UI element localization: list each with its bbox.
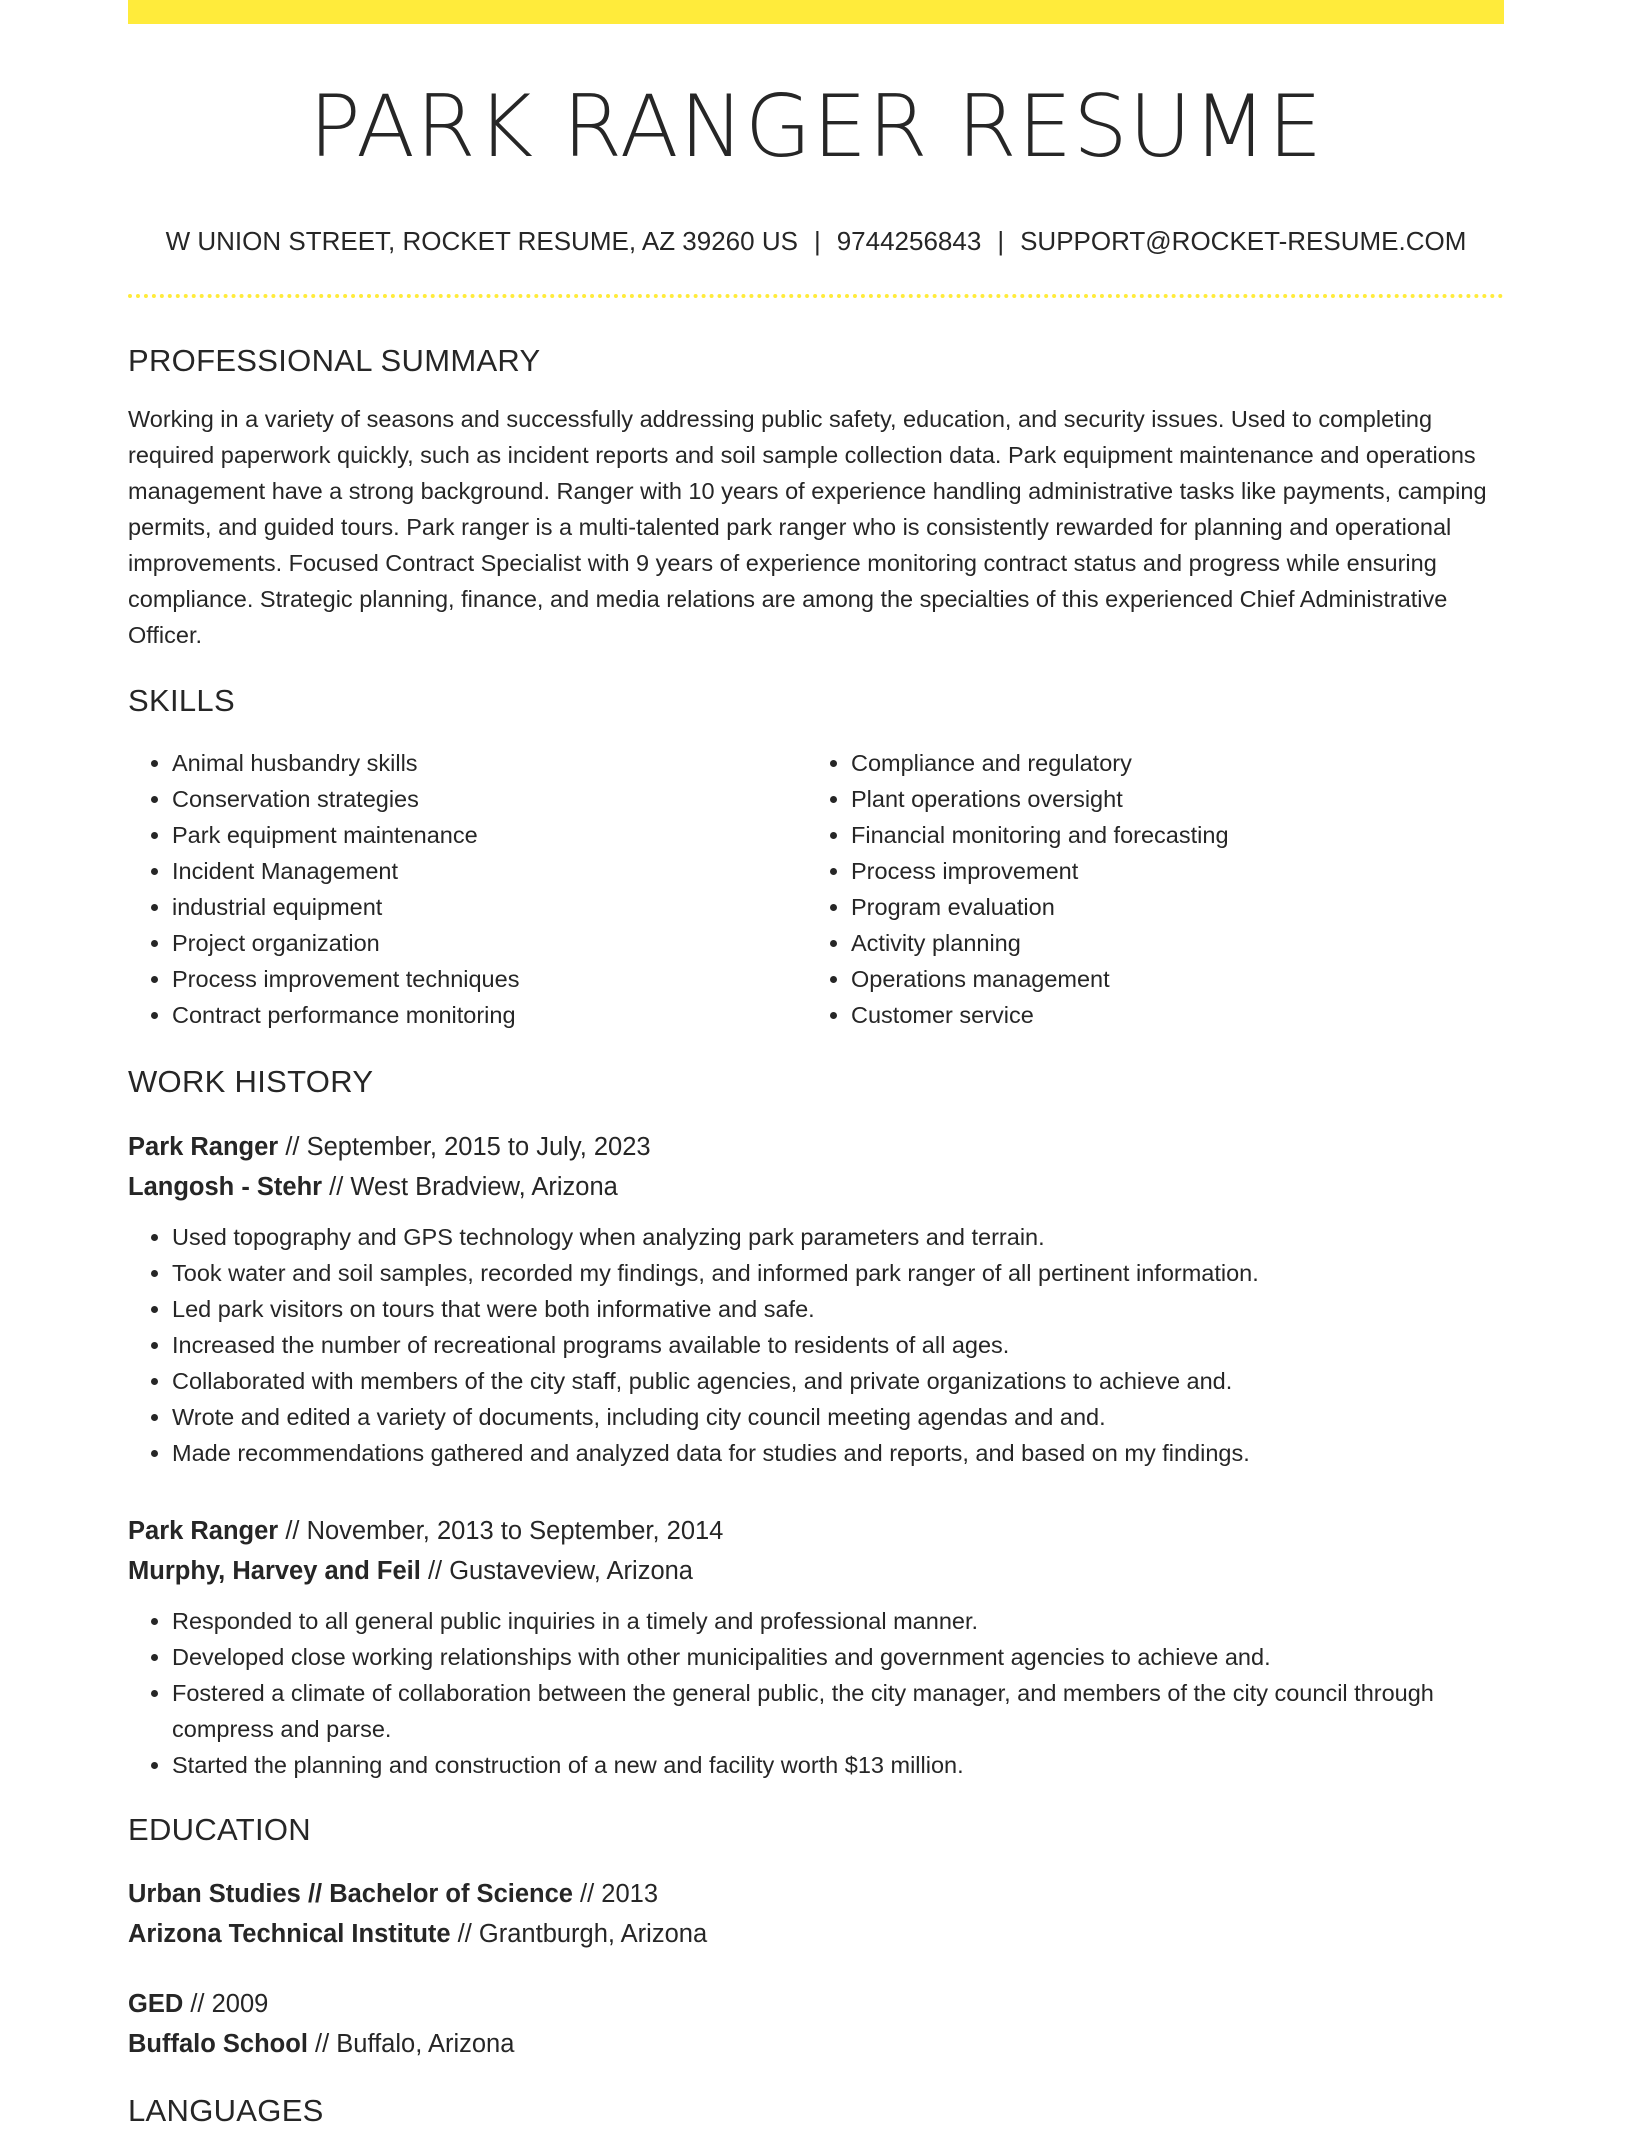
job-bullets [128, 1603, 1504, 1783]
contact-address: W UNION STREET, ROCKET RESUME, AZ 39260 US [165, 226, 798, 256]
skill-item: • Process improvement techniques [172, 961, 806, 997]
skills-column-right [806, 745, 1485, 1033]
contact-phone: 9744256843 [836, 226, 982, 256]
skill-item: • Operations management [851, 961, 1485, 997]
skill-item: • Customer service [851, 997, 1485, 1033]
job-bullet: • Increased the number of recreational programs available to residents of all ages. [172, 1327, 1504, 1363]
job-bullet: • Led park visitors on tours that were both informative and safe. [172, 1291, 1504, 1327]
skill-item: • Program evaluation [851, 889, 1485, 925]
education-entry [128, 1984, 1504, 2064]
education-degree-line [128, 1984, 1504, 2024]
contact-separator: | [997, 226, 1005, 256]
job-company: Langosh - Stehr [128, 1172, 323, 1201]
skill-item: • Activity planning [851, 925, 1485, 961]
education-school: Buffalo School [128, 2029, 308, 2058]
job-dates: // November, 2013 to September, 2014 [278, 1516, 724, 1545]
summary-heading: PROFESSIONAL SUMMARY [128, 343, 541, 378]
education-degree: Urban Studies // Bachelor of Science [128, 1879, 573, 1908]
job-company-line [128, 1551, 1504, 1591]
education-school-line [128, 2024, 1504, 2064]
skill-item: • Project organization [172, 925, 806, 961]
skill-item: • Conservation strategies [172, 781, 806, 817]
languages-heading: LANGUAGES [128, 2092, 324, 2128]
skills-column-left [128, 745, 806, 1033]
job-bullets [128, 1219, 1504, 1471]
education-school-line [128, 1914, 1504, 1954]
job-entry [128, 1127, 1504, 1471]
education-location: // Grantburgh, Arizona [450, 1919, 708, 1948]
skill-item: • Park equipment maintenance [172, 817, 806, 853]
job-title: Park Ranger [128, 1516, 279, 1545]
job-title-line [128, 1511, 1504, 1551]
education-year: // 2009 [183, 1989, 269, 2018]
job-bullet: • Used topography and GPS technology when analyzing park parameters and terrain. [172, 1219, 1504, 1255]
skill-item: • industrial equipment [172, 889, 806, 925]
education-degree: GED [128, 1989, 184, 2018]
skills-list [128, 745, 1504, 1033]
education-school: Arizona Technical Institute [128, 1919, 451, 1948]
skill-item: • Incident Management [172, 853, 806, 889]
education-location: // Buffalo, Arizona [307, 2029, 515, 2058]
skill-item: • Compliance and regulatory [851, 745, 1485, 781]
job-bullet: • Started the planning and construction of a new and facility worth $13 million. [172, 1747, 1504, 1783]
job-location: // West Bradview, Arizona [322, 1172, 618, 1201]
contact-separator: | [813, 226, 821, 256]
job-entry [128, 1511, 1504, 1783]
job-title: Park Ranger [128, 1132, 279, 1161]
top-accent-bar [128, 0, 1504, 24]
contact-email: SUPPORT@ROCKET-RESUME.COM [1020, 226, 1467, 256]
job-bullet: • Took water and soil samples, recorded my findings, and informed park ranger of all pertinent information. [172, 1255, 1504, 1291]
job-company: Murphy, Harvey and Feil [128, 1556, 421, 1585]
skill-item: • Plant operations oversight [851, 781, 1485, 817]
skill-item: • Animal husbandry skills [172, 745, 806, 781]
skill-item: • Contract performance monitoring [172, 997, 806, 1033]
skill-item: • Process improvement [851, 853, 1485, 889]
page-title: PARK RANGER RESUME [308, 77, 1324, 177]
job-company-line [128, 1167, 1504, 1207]
job-bullet: • Developed close working relationships with other municipalities and government agencies to achieve and. [172, 1639, 1504, 1675]
job-title-line [128, 1127, 1504, 1167]
education-year: // 2013 [572, 1879, 659, 1908]
work-history-heading: WORK HISTORY [128, 1064, 374, 1100]
job-bullet: • Made recommendations gathered and analyzed data for studies and reports, and based on my findings. [172, 1435, 1504, 1471]
job-bullet: • Collaborated with members of the city staff, public agencies, and private organizations to achieve and. [172, 1363, 1504, 1399]
education-heading: EDUCATION [128, 1811, 311, 1847]
job-bullet: • Fostered a climate of collaboration between the general public, the city manager, and members of the city council through compress and parse. [172, 1675, 1504, 1747]
job-bullet: • Wrote and edited a variety of documents, including city council meeting agendas and and. [172, 1399, 1504, 1435]
skill-item: • Financial monitoring and forecasting [851, 817, 1485, 853]
education-degree-line [128, 1874, 1504, 1914]
summary-text: Working in a variety of seasons and successfully addressing public safety, education, and security issues. Used to completing required paperwork quickly, such as incident reports and soil sample collection data. Park equipment maintenance and operations management have a strong background. Ranger with 10 years of experience handling administrative tasks like payments, camping permits, and guided tours. Park ranger is a multi-talented park ranger who is consistently rewarded for planning and operational improvements. Focused Contract Specialist with 9 years of experience monitoring contract status and progress while ensuring compliance. Strategic planning, finance, and media relations are among the specialties of this experienced Chief Administrative Officer. [128, 406, 1487, 649]
job-bullet: • Responded to all general public inquiries in a timely and professional manner. [172, 1603, 1504, 1639]
contact-line [128, 228, 1504, 254]
skills-heading: SKILLS [128, 683, 235, 719]
job-dates: // September, 2015 to July, 2023 [278, 1132, 651, 1161]
job-location: // Gustaveview, Arizona [420, 1556, 693, 1585]
education-entry [128, 1874, 1504, 1954]
resume-page [128, 0, 1504, 2129]
dotted-divider [128, 294, 1504, 298]
